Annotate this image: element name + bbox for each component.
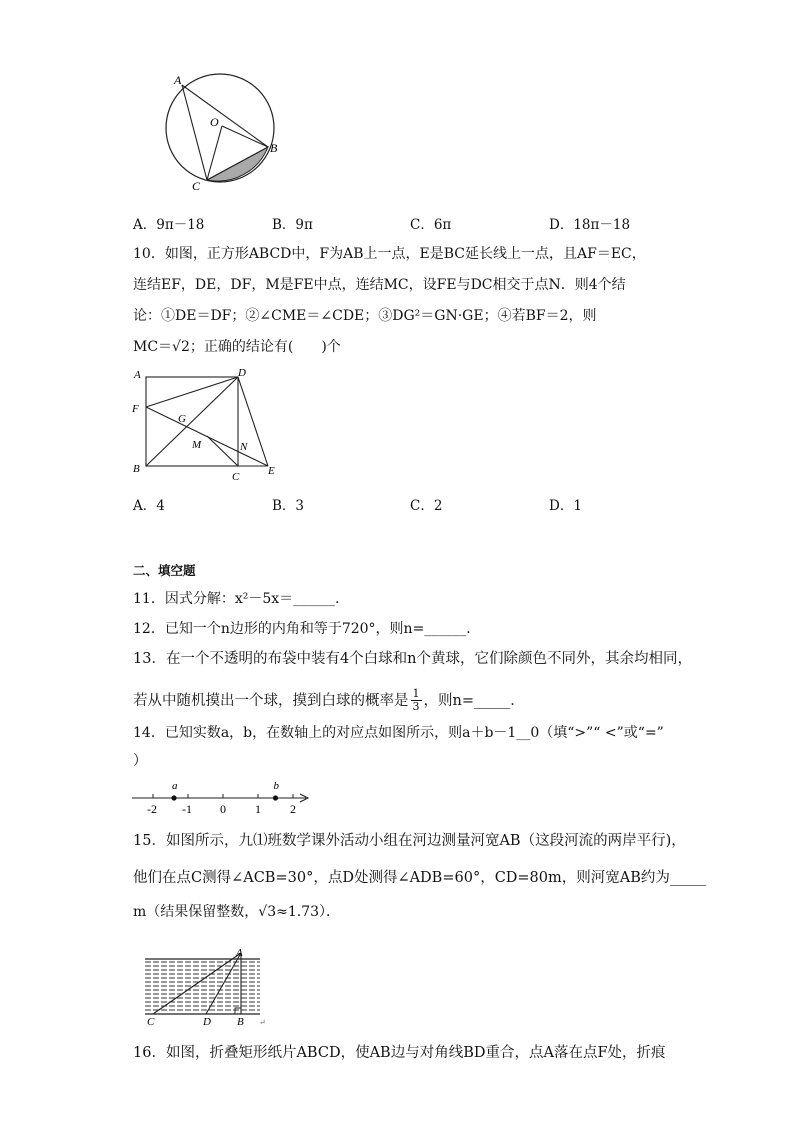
q15-line-2: 他们在点C测得∠ACB=30°，点D处测得∠ADB=60°，CD=80m，则河宽AB约为_____ [133,870,707,886]
q10-square-figure [128,364,288,484]
q13-line-2-pre: 若从中随机摸出一个球，摸到白球的概率是 [133,692,409,709]
q13-fraction-den: 3 [412,700,420,713]
q9-option-d: D．18π－18 [549,217,631,233]
label-m: M [192,439,202,451]
q10-line-1: 10．如图，正方形ABCD中，F为AB上一点，E是BC延长线上一点，且AF＝EC， [133,246,646,262]
label-c: C [147,1016,155,1028]
label-o: O [210,115,219,129]
return-mark: ↵ [259,1018,266,1027]
q10-line-4: MC＝√2；正确的结论有( )个 [133,339,341,355]
axis-tick-label: -1 [182,802,192,816]
q9-option-a: A．9π－18 [133,217,205,233]
label-point-b: b [273,780,279,792]
q13-line-2-post: ，则n=_____． [423,692,525,709]
q16-line-1: 16．如图，折叠矩形纸片ABCD，使AB边与对角线BD重合，点A落在点F处，折痕 [133,1045,666,1061]
label-g: G [178,413,186,425]
q10-option-a: A．4 [133,498,165,514]
segment-mc [207,436,238,466]
segment-ac [182,85,207,180]
segment-df [146,377,238,407]
label-a: A [174,73,182,87]
point-a [171,795,176,800]
q13-fraction-num: 1 [412,687,420,700]
label-c: C [192,179,201,193]
q14-line-2: ） [133,753,147,769]
q11-text: 11．因式分解：x²－5x＝______． [133,591,350,607]
segment-ob [222,126,268,147]
label-e: E [268,465,275,477]
q10-option-b: B．3 [272,498,305,514]
label-b: B [133,463,140,475]
q14-line-1: 14．已知实数a，b，在数轴上的对应点如图所示，则a＋b－1__0（填“>”“ <”或“=” [133,725,664,741]
label-a: A [134,369,141,381]
label-point-a: a [172,780,178,792]
q13-fraction [411,688,422,713]
q10-line-3: 论：①DE＝DF；②∠CME＝∠CDE；③DG²＝GN·GE；④若BF＝2，则 [133,308,597,324]
q13-line-1: 13．在一个不透明的布袋中装有4个白球和n个黄球，它们除颜色不同外，其余均相同， [133,651,693,667]
q13-line-2 [133,688,525,713]
axis-tick-label: -2 [147,802,157,816]
q14-number-line [130,776,315,816]
q10-option-c: C．2 [410,498,443,514]
q9-option-b: B．9π [272,217,313,233]
q15-line-1: 15．如图所示，九⑴班数学课外活动小组在河边测量河宽AB（这段河流的两岸平行)， [133,833,686,849]
axis-tick-label: 2 [290,802,296,816]
point-b [273,795,278,800]
axis-tick-label: 0 [220,802,226,816]
river-water [145,959,260,1014]
circle-o [166,74,274,182]
label-b: B [237,1016,244,1028]
q9-circle-figure [160,68,290,193]
q15-river-figure [140,944,275,1028]
label-b: B [270,141,278,155]
section-title: 二、填空题 [133,563,196,578]
q15-line-3: m（结果保留整数，√3≈1.73）． [133,904,341,920]
segment-ab [182,85,268,147]
q10-option-d: D．1 [549,498,582,514]
label-a: A [236,947,243,959]
label-d: D [238,367,246,379]
label-c: C [232,471,240,483]
label-n: N [240,441,248,453]
axis-tick-label: 1 [255,802,261,816]
label-d: D [203,1016,211,1028]
segment-oc [207,126,222,180]
q12-text: 12．已知一个n边形的内角和等于720°，则n=______． [133,621,481,637]
q10-line-2: 连结EF，DE，DF，M是FE中点，连结MC，设FE与DC相交于点N．则4个结 [133,277,626,293]
q9-option-c: C．6π [410,217,452,233]
label-f: F [132,403,139,415]
